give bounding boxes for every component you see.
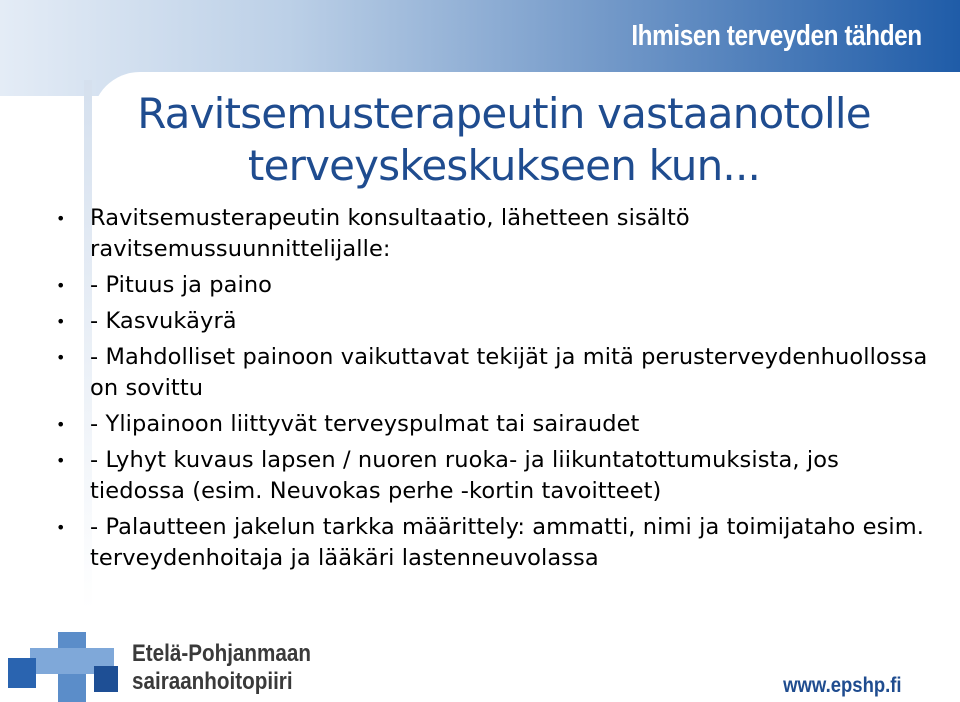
list-item <box>56 342 936 404</box>
website-link[interactable]: www.epshp.fi <box>783 674 902 697</box>
cross-icon-square-right <box>94 666 118 692</box>
list-item-text: - Kasvukäyrä <box>90 308 237 334</box>
list-item-text: Ravitsemusterapeutin konsultaatio, lähetteen sisältö ravitsemussuunnittelijalle: <box>90 205 690 262</box>
bullet-icon: • <box>56 276 66 295</box>
list-item-text: - Ylipainoon liittyvät terveyspulmat tai sairaudet <box>90 411 640 437</box>
bullet-icon: • <box>56 518 66 537</box>
cross-icon-square-left <box>8 658 36 688</box>
list-item-text: - Lyhyt kuvaus lapsen / nuoren ruoka- ja liikuntatottumuksista, jos tiedossa (esim. Neuvokas perhe -kortin tavoitteet) <box>90 447 839 504</box>
bullet-icon: • <box>56 451 66 470</box>
list-item-text: - Palautteen jakelun tarkka määrittely: ammatti, nimi ja toimijataho esim. terveydenhoitaja ja lääkäri lastenneuvolassa <box>90 514 925 571</box>
list-item <box>56 445 936 507</box>
bullet-icon: • <box>56 312 66 331</box>
bullet-list <box>56 203 936 579</box>
org-name-line2: sairaanhoitopiiri <box>132 668 293 695</box>
list-item <box>56 409 936 440</box>
org-name-line1: Etelä-Pohjanmaan <box>132 640 311 667</box>
list-item <box>56 306 936 337</box>
slide-title: Ravitsemusterapeutin vastaanotolle terveyskeskukseen kun... <box>137 89 871 190</box>
list-item <box>56 203 936 265</box>
list-item-text: - Pituus ja paino <box>90 272 273 298</box>
bullet-icon: • <box>56 209 66 228</box>
list-item <box>56 512 936 574</box>
bullet-icon: • <box>56 415 66 434</box>
header-tagline: Ihmisen terveyden tähden <box>631 20 922 52</box>
list-item-text: - Mahdolliset painoon vaikuttavat tekijät ja mitä perusterveydenhuollossa on sovittu <box>90 344 928 401</box>
bullet-icon: • <box>56 348 66 367</box>
list-item <box>56 270 936 301</box>
